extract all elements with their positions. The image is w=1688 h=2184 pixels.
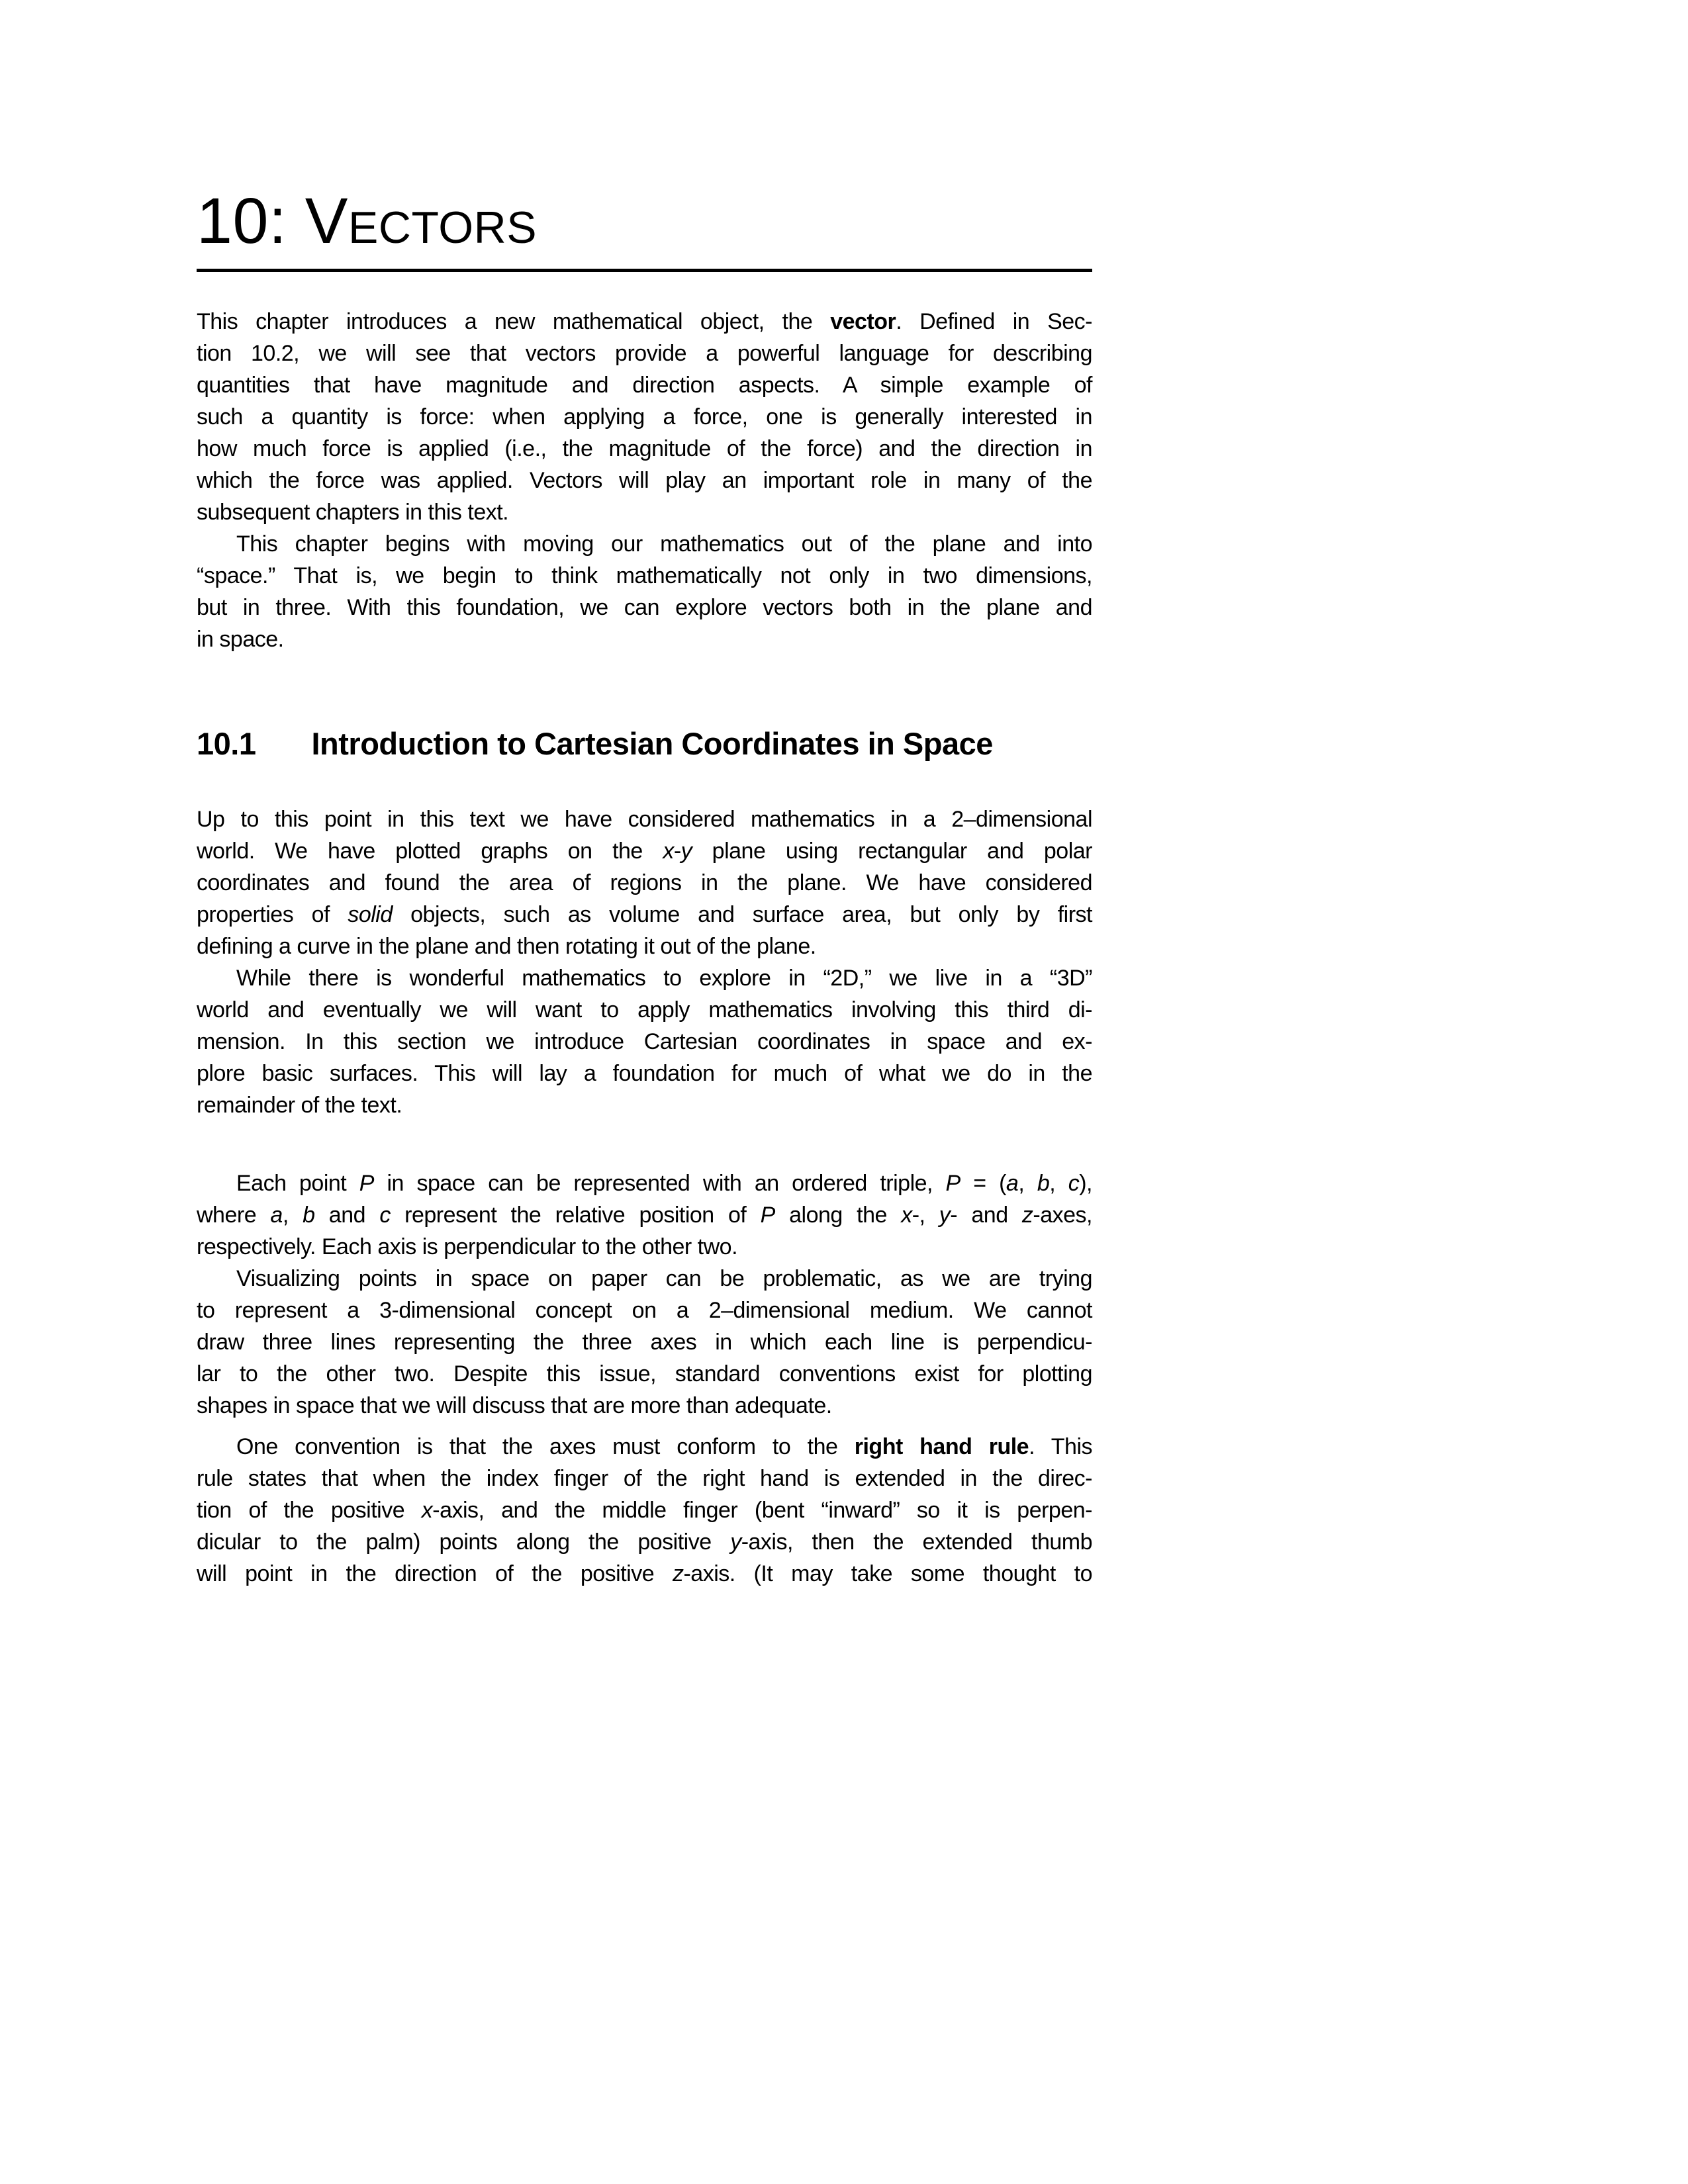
text-line: subsequent chapters in this text. <box>197 500 509 525</box>
paragraph <box>197 1167 1092 1263</box>
text-line: mension. In this section we introduce Cartesian coordinates in space and ex- <box>197 1029 1092 1054</box>
paragraph <box>197 803 1092 962</box>
text-line: Up to this point in this text we have considered mathematics in a 2–dimensional <box>197 807 1092 832</box>
chapter-title: 10: Vectors <box>197 185 538 257</box>
text-line: Each point P in space can be represented with an ordered triple, P = (a, b, c), <box>236 1171 1092 1196</box>
section-title: Introduction to Cartesian Coordinates in Space <box>311 726 993 761</box>
text-line: world. We have plotted graphs on the x-y plane using rectangular and polar <box>197 839 1093 864</box>
text-line: dicular to the palm) points along the positive y-axis, then the extended thumb <box>197 1529 1092 1555</box>
text-line: plore basic surfaces. This will lay a foundation for much of what we do in the <box>197 1061 1092 1086</box>
text-line: remainder of the text. <box>197 1093 402 1118</box>
text-line: which the force was applied. Vectors will play an important role in many of the <box>197 468 1092 493</box>
text-line: how much force is applied (i.e., the magnitude of the force) and the direction in <box>197 436 1092 461</box>
text-line: tion 10.2, we will see that vectors provide a powerful language for describing <box>197 341 1092 366</box>
text-line: such a quantity is force: when applying a force, one is generally interested in <box>197 404 1092 430</box>
text-line: where a, b and c represent the relative position of P along the x-, y- and z-axes, <box>197 1203 1092 1228</box>
text-line: in space. <box>197 627 284 652</box>
text-line: will point in the direction of the positive z-axis. (It may take some thought to <box>197 1561 1093 1586</box>
paragraph <box>197 962 1092 1121</box>
text-column <box>197 306 1092 1590</box>
text-line: rule states that when the index finger of the right hand is extended in the direc- <box>197 1466 1092 1491</box>
text-line: quantities that have magnitude and direction aspects. A simple example of <box>197 373 1092 398</box>
text-line: coordinates and found the area of regions in the plane. We have considered <box>197 870 1092 895</box>
paragraph <box>197 1263 1092 1422</box>
text-line: but in three. With this foundation, we can explore vectors both in the plane and <box>197 595 1092 620</box>
paragraph <box>197 528 1092 655</box>
text-line: shapes in space that we will discuss that are more than adequate. <box>197 1393 832 1418</box>
text-line: to represent a 3-dimensional concept on a 2–dimensional medium. We cannot <box>197 1298 1092 1323</box>
text-line: One convention is that the axes must conform to the right hand rule. This <box>236 1434 1092 1459</box>
text-line: defining a curve in the plane and then rotating it out of the plane. <box>197 934 816 959</box>
chapter-title-rule <box>197 269 1092 272</box>
paragraph <box>197 306 1092 528</box>
section-number: 10.1 <box>197 726 256 761</box>
text-line: tion of the positive x-axis, and the middle finger (bent “inward” so it is perpen- <box>197 1498 1092 1523</box>
text-line: This chapter begins with moving our mathematics out of the plane and into <box>236 531 1092 557</box>
text-line: While there is wonderful mathematics to explore in “2D,” we live in a “3D” <box>236 966 1092 991</box>
text-line: world and eventually we will want to apply mathematics involving this third di- <box>197 997 1092 1023</box>
text-line: Visualizing points in space on paper can be problematic, as we are trying <box>236 1266 1092 1291</box>
section-heading <box>197 725 1092 762</box>
paragraph <box>197 1431 1092 1590</box>
text-line: lar to the other two. Despite this issue, standard conventions exist for plotting <box>197 1361 1092 1387</box>
text-line: “space.” That is, we begin to think mathematically not only in two dimensions, <box>197 563 1092 588</box>
text-line: This chapter introduces a new mathematical object, the vector. Defined in Sec- <box>197 309 1092 334</box>
text-line: draw three lines representing the three axes in which each line is perpendicu- <box>197 1330 1092 1355</box>
text-line: respectively. Each axis is perpendicular to the other two. <box>197 1234 738 1259</box>
text-line: properties of solid objects, such as volume and surface area, but only by first <box>197 902 1092 927</box>
